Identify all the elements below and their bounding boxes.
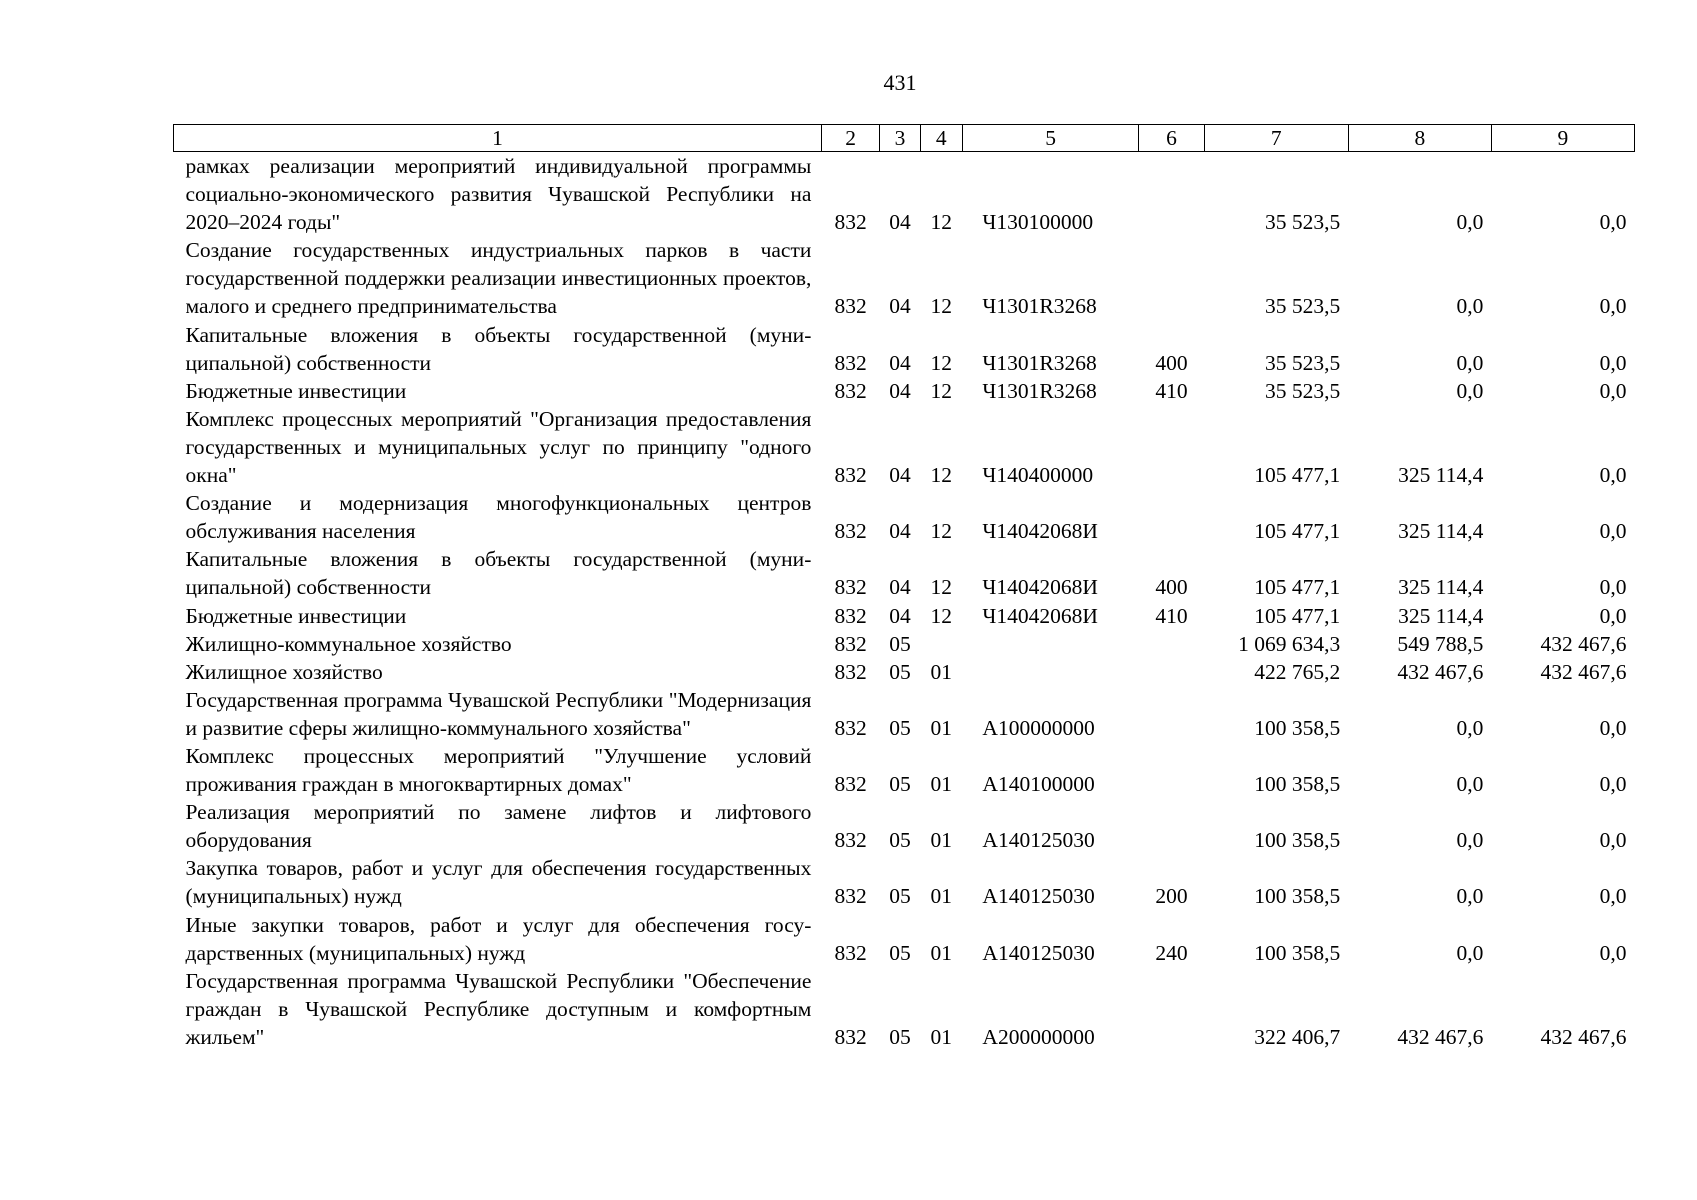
target-article-code: А140125030	[982, 828, 1095, 853]
table-row	[174, 321, 1635, 377]
ministry-code: 832	[834, 828, 867, 853]
target-article-code: А100000000	[982, 715, 1095, 740]
target-article-code: А140100000	[982, 772, 1095, 797]
amount-col8: 0,0	[1456, 828, 1484, 853]
subsection-code: 12	[930, 378, 953, 403]
row-name: Жилищно-коммунальное хозяйство	[185, 631, 512, 656]
expense-type-code	[1139, 967, 1204, 1051]
table-row	[174, 377, 1635, 405]
expense-type-code: 200	[1155, 884, 1188, 909]
subsection-code: 01	[930, 772, 953, 797]
expense-type-code: 400	[1155, 350, 1188, 375]
amount-col9: 0,0	[1599, 884, 1627, 909]
section-code: 05	[889, 940, 911, 965]
target-article-code: Ч1301R3268	[982, 350, 1097, 375]
target-article-code: А140125030	[982, 884, 1095, 909]
amount-col7: 35 523,5	[1265, 350, 1341, 375]
column-header: 8	[1348, 125, 1491, 152]
target-article-code	[962, 658, 1138, 686]
subsection-code: 12	[930, 210, 953, 235]
budget-table	[173, 124, 1635, 1051]
section-code: 05	[889, 659, 911, 684]
section-code: 04	[889, 294, 911, 319]
row-name: Жилищное хозяйство	[185, 659, 383, 684]
amount-col7: 105 477,1	[1254, 519, 1341, 544]
target-article-code: Ч14042068И	[982, 519, 1098, 544]
row-name: Бюджетные инвестиции	[185, 378, 407, 403]
subsection-code: 12	[930, 294, 953, 319]
section-code: 04	[889, 378, 911, 403]
expense-type-code	[1139, 686, 1204, 742]
amount-col7: 322 406,7	[1254, 1024, 1341, 1049]
target-article-code: Ч1301R3268	[982, 294, 1097, 319]
row-name: Государственная программа Чувашской Республики "Обеспечение граждан в Чувашской Республике доступным и комфортным жильем"	[185, 968, 812, 1049]
ministry-code: 832	[834, 659, 867, 684]
amount-col9: 0,0	[1599, 210, 1627, 235]
section-code: 05	[889, 715, 911, 740]
subsection-code: 12	[930, 575, 953, 600]
amount-col9: 0,0	[1599, 715, 1627, 740]
subsection-code: 01	[930, 1024, 953, 1049]
expense-type-code: 410	[1155, 378, 1188, 403]
amount-col8: 0,0	[1456, 210, 1484, 235]
ministry-code: 832	[834, 884, 867, 909]
expense-type-code: 410	[1155, 603, 1188, 628]
amount-col8: 432 467,6	[1397, 1024, 1484, 1049]
amount-col9: 0,0	[1599, 772, 1627, 797]
expense-type-code	[1139, 798, 1204, 854]
table-row	[174, 405, 1635, 489]
subsection-code: 01	[930, 940, 953, 965]
amount-col9: 0,0	[1599, 603, 1627, 628]
ministry-code: 832	[834, 378, 867, 403]
amount-col9: 0,0	[1599, 294, 1627, 319]
section-code: 05	[889, 884, 911, 909]
amount-col9: 432 467,6	[1540, 1024, 1627, 1049]
row-name: Иные закупки товаров, работ и услуг для обеспечения государственных (муниципальных) нужд	[185, 912, 812, 965]
amount-col7: 1 069 634,3	[1238, 631, 1341, 656]
table-row	[174, 658, 1635, 686]
column-header: 6	[1139, 125, 1204, 152]
amount-col8: 0,0	[1456, 715, 1484, 740]
row-name: Закупка товаров, работ и услуг для обеспечения государственных (муниципальных) нужд	[185, 856, 812, 909]
ministry-code: 832	[834, 772, 867, 797]
ministry-code: 832	[834, 603, 867, 628]
target-article-code	[962, 630, 1138, 658]
amount-col7: 100 358,5	[1254, 772, 1341, 797]
section-code: 04	[889, 210, 911, 235]
table-row	[174, 911, 1635, 967]
section-code: 05	[889, 1024, 911, 1049]
amount-col9: 0,0	[1599, 828, 1627, 853]
subsection-code: 12	[930, 603, 953, 628]
column-header: 7	[1204, 125, 1348, 152]
expense-type-code	[1139, 742, 1204, 798]
expense-type-code	[1139, 236, 1204, 320]
subsection-code: 01	[930, 715, 953, 740]
amount-col8: 325 114,4	[1398, 519, 1484, 544]
amount-col7: 422 765,2	[1254, 659, 1341, 684]
amount-col7: 100 358,5	[1254, 715, 1341, 740]
column-header: 1	[174, 125, 822, 152]
row-name: Государственная программа Чувашской Республики "Модернизация и развитие сферы жилищно-коммунального хозяйства"	[185, 687, 812, 740]
amount-col8: 325 114,4	[1398, 603, 1484, 628]
amount-col7: 105 477,1	[1254, 575, 1341, 600]
subsection-code: 01	[930, 884, 953, 909]
section-code: 04	[889, 463, 911, 488]
amount-col7: 100 358,5	[1254, 940, 1341, 965]
ministry-code: 832	[834, 575, 867, 600]
amount-col8: 549 788,5	[1397, 631, 1484, 656]
subsection-code: 12	[930, 519, 953, 544]
amount-col9: 432 467,6	[1540, 659, 1627, 684]
table-row	[174, 742, 1635, 798]
amount-col9: 0,0	[1599, 940, 1627, 965]
section-code: 05	[889, 631, 911, 656]
amount-col7: 100 358,5	[1254, 884, 1341, 909]
subsection-code: 12	[930, 350, 953, 375]
expense-type-code	[1139, 405, 1204, 489]
target-article-code: А200000000	[982, 1024, 1095, 1049]
column-header: 5	[962, 125, 1138, 152]
row-name: Комплекс процессных мероприятий "Улучшение условий проживания граждан в многоквартирных домах"	[185, 743, 812, 797]
expense-type-code	[1139, 152, 1204, 237]
table-row	[174, 630, 1635, 658]
ministry-code: 832	[834, 631, 867, 656]
section-code: 05	[889, 772, 911, 797]
target-article-code: Ч14042068И	[982, 603, 1098, 628]
target-article-code: Ч130100000	[982, 210, 1094, 235]
ministry-code: 832	[834, 519, 867, 544]
table-row	[174, 686, 1635, 742]
expense-type-code	[1139, 630, 1204, 658]
row-name: Капитальные вложения в объекты государственной (муниципальной) собственности	[185, 322, 812, 375]
amount-col7: 100 358,5	[1254, 828, 1341, 853]
amount-col8: 325 114,4	[1398, 463, 1484, 488]
ministry-code: 832	[834, 463, 867, 488]
table-row	[174, 545, 1635, 601]
ministry-code: 832	[834, 715, 867, 740]
header-row	[174, 125, 1635, 152]
subsection-code: 01	[930, 828, 953, 853]
amount-col7: 35 523,5	[1265, 210, 1341, 235]
amount-col8: 325 114,4	[1398, 575, 1484, 600]
ministry-code: 832	[834, 350, 867, 375]
table-row	[174, 967, 1635, 1051]
row-name: Капитальные вложения в объекты государственной (муниципальной) собственности	[185, 547, 812, 600]
row-name: Комплекс процессных мероприятий "Организация предоставления государственных и муниципальных услуг по принципу "одного окна"	[185, 406, 812, 488]
expense-type-code	[1139, 489, 1204, 545]
target-article-code: Ч1301R3268	[982, 378, 1097, 403]
ministry-code: 832	[834, 940, 867, 965]
table-body	[174, 152, 1635, 1052]
amount-col8: 432 467,6	[1397, 659, 1484, 684]
expense-type-code: 400	[1155, 575, 1188, 600]
table-row	[174, 602, 1635, 630]
section-code: 04	[889, 603, 911, 628]
amount-col8: 0,0	[1456, 350, 1484, 375]
amount-col8: 0,0	[1456, 940, 1484, 965]
amount-col7: 105 477,1	[1254, 603, 1341, 628]
column-header: 3	[880, 125, 920, 152]
amount-col9: 432 467,6	[1540, 631, 1627, 656]
amount-col7: 35 523,5	[1265, 378, 1341, 403]
target-article-code: А140125030	[982, 940, 1095, 965]
ministry-code: 832	[834, 1024, 867, 1049]
amount-col8: 0,0	[1456, 294, 1484, 319]
table-row	[174, 854, 1635, 910]
section-code: 04	[889, 350, 911, 375]
amount-col8: 0,0	[1456, 884, 1484, 909]
amount-col8: 0,0	[1456, 378, 1484, 403]
subsection-code	[920, 630, 962, 658]
ministry-code: 832	[834, 210, 867, 235]
ministry-code: 832	[834, 294, 867, 319]
row-name: Создание и модернизация многофункциональных центров обслуживания населения	[185, 491, 812, 544]
amount-col9: 0,0	[1599, 519, 1627, 544]
section-code: 04	[889, 519, 911, 544]
table-row	[174, 489, 1635, 545]
amount-col9: 0,0	[1599, 463, 1627, 488]
amount-col7: 105 477,1	[1254, 463, 1341, 488]
expense-type-code	[1139, 658, 1204, 686]
section-code: 04	[889, 575, 911, 600]
section-code: 05	[889, 828, 911, 853]
amount-col9: 0,0	[1599, 575, 1627, 600]
table-row	[174, 236, 1635, 320]
subsection-code: 01	[930, 659, 953, 684]
target-article-code: Ч140400000	[982, 463, 1094, 488]
row-name: Создание государственных индустриальных парков в части государственной поддержки реализации инвестиционных проектов, малого и среднего предпринимательства	[185, 238, 812, 319]
expense-type-code: 240	[1155, 940, 1188, 965]
target-article-code: Ч14042068И	[982, 575, 1098, 600]
row-name: рамках реализации мероприятий индивидуальной программы социально-экономического развития Чувашской Республики на 2020–2024 годы"	[185, 154, 812, 235]
column-header: 2	[821, 125, 879, 152]
table-row	[174, 152, 1635, 237]
amount-col7: 35 523,5	[1265, 294, 1341, 319]
amount-col8: 0,0	[1456, 772, 1484, 797]
amount-col9: 0,0	[1599, 350, 1627, 375]
column-header: 4	[920, 125, 962, 152]
table-row	[174, 798, 1635, 854]
table-header	[174, 125, 1635, 152]
amount-col9: 0,0	[1599, 378, 1627, 403]
column-header: 9	[1491, 125, 1634, 152]
row-name: Реализация мероприятий по замене лифтов и лифтового оборудования	[185, 800, 812, 853]
subsection-code: 12	[930, 463, 953, 488]
page-number: 431	[883, 70, 917, 95]
row-name: Бюджетные инвестиции	[185, 603, 407, 628]
